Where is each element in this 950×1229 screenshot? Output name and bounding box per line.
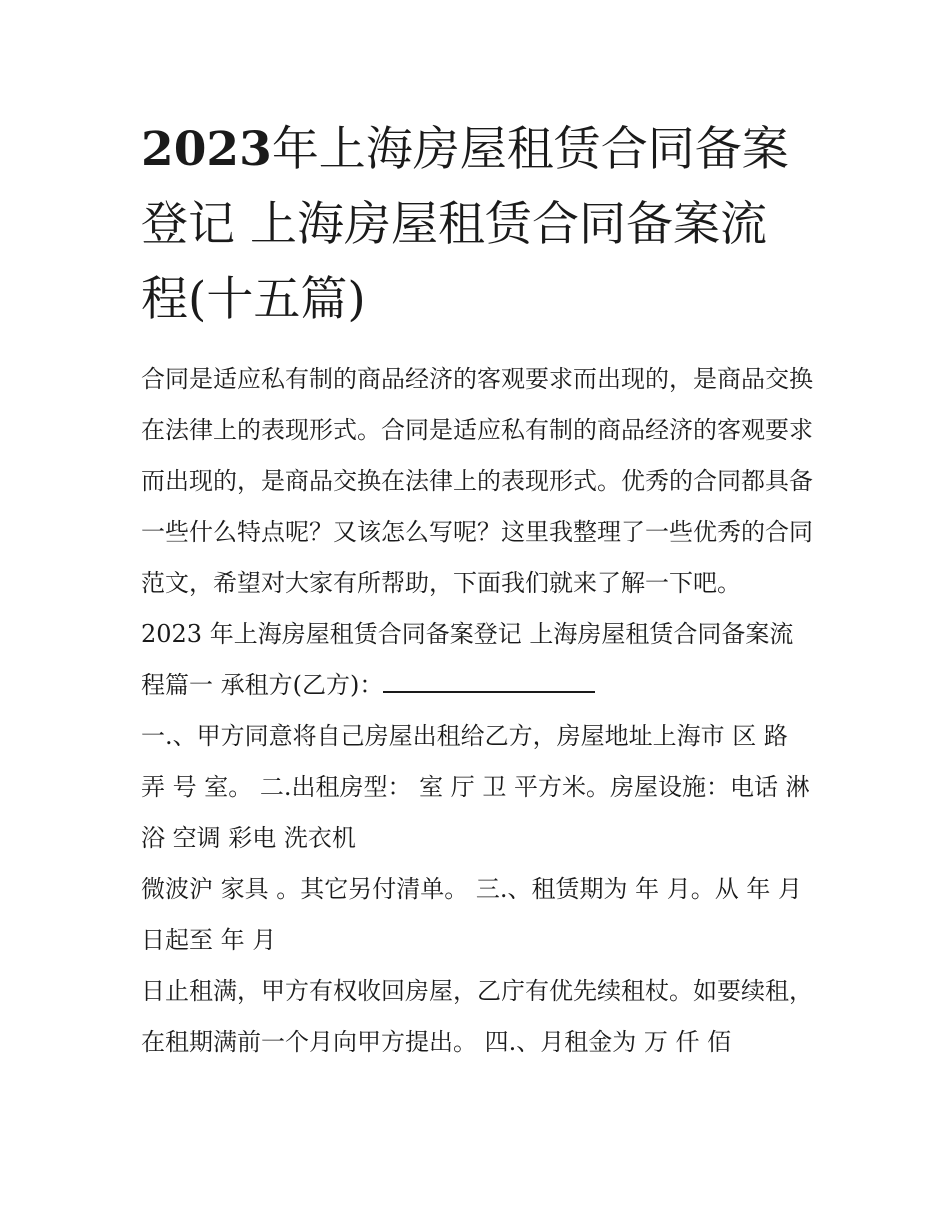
title-year: 2023: [141, 122, 272, 177]
section-heading-text: 2023 年上海房屋租赁合同备案登记 上海房屋租赁合同备案流程篇一 承租方(乙方)：: [141, 620, 794, 699]
section-heading: [141, 609, 813, 711]
clause-3: 日止租满，甲方有权收回房屋，乙庁有优先续租杖。如要续租，在租期满前一个月向甲方提出。 四.、月租金为 万 仟 佰: [141, 977, 813, 1056]
tenant-name-blank: [383, 671, 595, 693]
document-title: [141, 112, 813, 337]
intro-paragraph: 合同是适应私有制的商品经济的客观要求而出现的，是商品交换在法律上的表现形式。合同是适应私有制的商品经济的客观要求而出现的，是商品交换在法律上的表现形式。优秀的合同都具备一些什么特点呢？又该怎么写呢？这里我整理了一些优秀的合同范文，希望对大家有所帮助，下面我们就来了解一下吧。: [141, 365, 813, 597]
clause-2: 微波沪 家具 。其它另付清单。 三.、租赁期为 年 月。从 年 月 日起至 年 月: [141, 875, 803, 954]
document-page: [141, 112, 813, 1068]
clause-1: 一.、甲方同意将自己房屋出租给乙方，房屋地址上海市 区 路 弄 号 室。 二.出租房型： 室 厅 卫 平方米。房屋设施：电话 淋浴 空调 彩电 洗衣机: [141, 722, 810, 852]
title-text: 年上海房屋租赁合同备案登记 上海房屋租赁合同备案流程(十五篇): [141, 122, 789, 327]
